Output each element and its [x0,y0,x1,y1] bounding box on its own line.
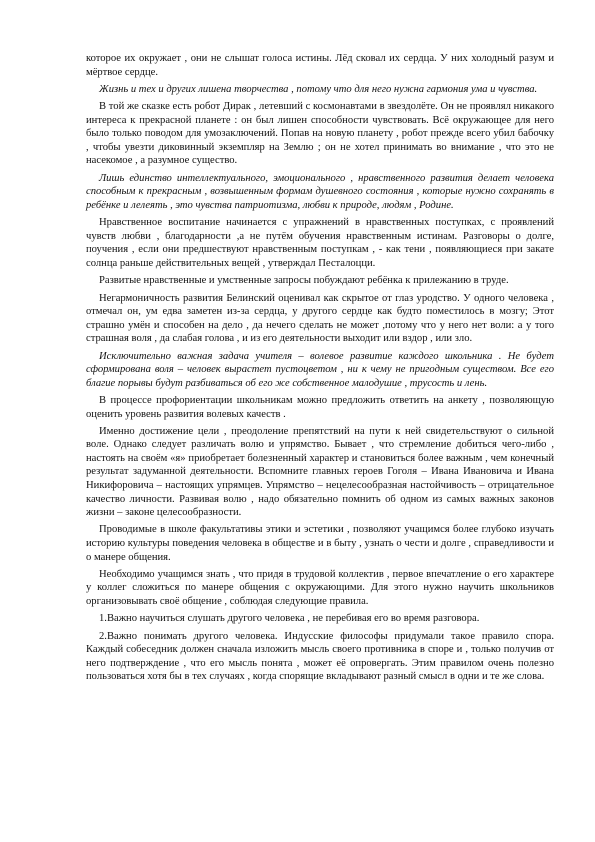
document-body [86,52,554,688]
paragraph-2: Жизнь и тех и других лишена творчества , потому что для него нужна гармония ума и чувства. [99,83,538,95]
paragraph-4: Лишь единство интеллектуального, эмоционального , нравственного развития делает человека способным к прекрасным , возвышенным формам душевного состояния , которые нужно сохранять в ребёнке и лелеять , это чувства патриотизма, любви к природе, людям , Родине. [86,172,554,211]
paragraph-9: В процессе профориентации школьникам можно предложить ответить на анкету , позволяющую оценить уровень развития волевых качеств . [86,394,554,420]
paragraph-8: Исключительно важная задача учителя – волевое развитие каждого школьника . Не будет сформирована воля – человек вырастет пустоцветом , ни к чему не пригодным существом. Все его благие порывы будут разбиваться об его же собственное малодушие , трусость и лень. [86,350,554,389]
paragraph-11: Проводимые в школе факультативы этики и эстетики , позволяют учащимся более глубоко изучать историю культуры поведения человека в обществе и в быту , узнать о чести и долге , справедливости и о манере общения. [86,524,554,563]
paragraph-6: Развитые нравственные и умственные запросы побуждают ребёнка к прилежанию в труде. [99,275,509,287]
paragraph-13: 1.Важно научиться слушать другого человека , не перебивая его во время разговора. [99,613,480,625]
paragraph-12: Необходимо учащимся знать , что придя в трудовой коллектив , первое впечатление о его характере у коллег сложиться по манере общения с окружающими. Для этого нужно научить школьников организовывать своё общение , соблюдая следующие правила. [86,568,554,607]
paragraph-1: которое их окружает , они не слышат голоса истины. Лёд сковал их сердца. У них холодный разум и мёртвое сердце. [86,53,554,78]
paragraph-5: Нравственное воспитание начинается с упражнений в нравственных поступках, с проявлений чувств любви , благодарности ,а не путём обучения нравственным истинам. Разговоры о долге, поучения , если они предшествуют нравственным поступкам , - как тени , появляющиеся при закате солнца раньше действительных вещей , утверждал Песталоцци. [86,217,554,269]
paragraph-7: Негармоничность развития Белинский оценивал как скрытое от глаз уродство. У одного человека , отмечал он, ум едва заметен из-за сердца, у другого сердце как будто поместилось в мозгу; Этот страшно умён и способен на дело , да нечего сделать не может ,потому что у него нет воли: а у того страшная воля , да слабая голова , и из его деятельности выходит или вздор , или зло. [86,292,554,345]
paragraph-14: 2.Важно понимать другого человека. Индусские философы придумали такое правило спора. Каждый собеседник должен сначала изложить мысль своего противника в споре и , только получив от него подтверждение , что его мысль понята , может её опровергать. Этим правилом очень полезно пользоваться хотя бы в тех случаях , когда спорящие вкладывают разный смысл в одни и те же слова. [86,630,554,683]
paragraph-10: Именно достижение цели , преодоление препятствий на пути к ней свидетельствуют о сильной воле. Однако следует различать волю и упрямство. Бывает , что стремление добиться чего-либо , настоять на своём «я» приобретает болезненный характер и становиться более важным , чем конечный результат задуманной деятельности. Вспомните главных героев Гоголя – Ивана Ивановича и Ивана Никифоровича – настоящих упрямцев. Упрямство – нецелесообразная настойчивость – отрицательное качество личности. Развивая волю , надо обязательно помнить об одном из самых важных законов жизни – законе целесообразности. [86,425,554,519]
paragraph-3: В той же сказке есть робот Дирак , летевший с космонавтами в звездолёте. Он не проявлял никакого интереса к прекрасной планете : он был лишен способности чувствовать. Всё окружающее для него было только поводом для умозаключений. Попав на новую планету , робот прежде всего убил бабочку , чтобы увезти диковинный экземпляр на Землю ; он не хотел принимать во внимание , что это не насекомое , а разумное существо. [86,101,554,167]
